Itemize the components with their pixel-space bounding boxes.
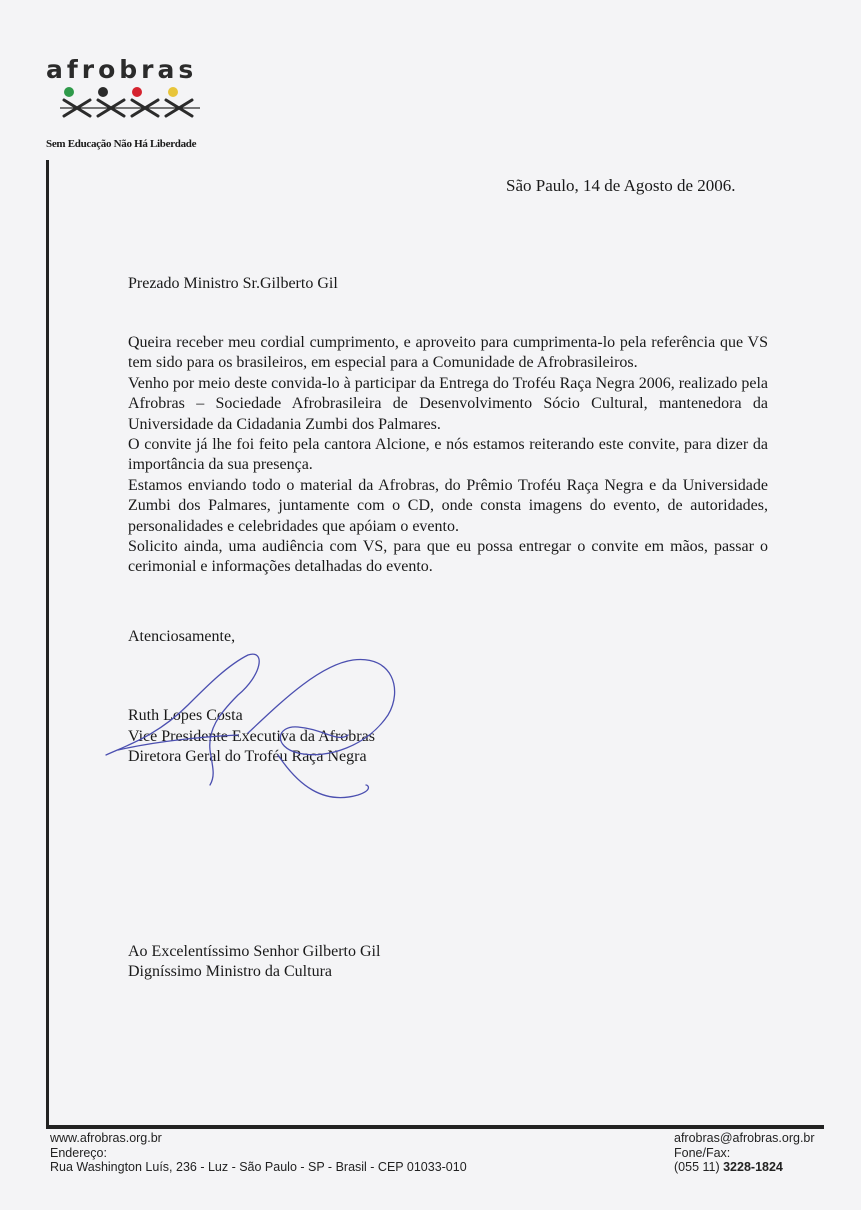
footer-email[interactable]: afrobras@afrobras.org.br — [674, 1131, 815, 1145]
footer-rule — [46, 1125, 824, 1129]
body-paragraph: Solicito ainda, uma audiência com VS, para que eu possa entregar o convite em mãos, passar o cerimonial e informações detalhadas do evento. — [128, 538, 768, 576]
signatory-title: Diretora Geral do Troféu Raça Negra — [128, 748, 367, 765]
left-margin-rule — [46, 160, 49, 1128]
afrobras-logo — [46, 56, 206, 84]
body-paragraph: Queira receber meu cordial cumprimento, e aproveito para cumprimenta-lo pela referência que VS tem sido para os brasileiros, em especial para a Comunidade de Afrobrasileiros. — [128, 334, 768, 372]
body-paragraph: Venho por meio deste convida-lo à participar da Entrega do Troféu Raça Negra 2006, realizado pela Afrobras – Sociedade Afrobrasileira de Desenvolvimento Sócio Cultural, mantenedora da Universidade da Cidadania Zumbi dos Palmares. — [128, 374, 768, 433]
footer-phone — [674, 1160, 834, 1175]
letterhead-tagline: Sem Educação Não Há Liberdade — [46, 138, 197, 150]
salutation: Prezado Ministro Sr.Gilberto Gil — [128, 275, 338, 292]
letter-date: São Paulo, 14 de Agosto de 2006. — [506, 176, 736, 195]
handwritten-signature — [98, 645, 418, 805]
footer-website[interactable]: www.afrobras.org.br — [50, 1131, 162, 1145]
phone-number: 3228-1824 — [723, 1160, 783, 1174]
footer-address-label: Endereço: — [50, 1145, 107, 1160]
footer-address: Rua Washington Luís, 236 - Luz - São Paulo - SP - Brasil - CEP 01033-010 — [50, 1160, 467, 1174]
footer-contact-right — [674, 1131, 834, 1175]
logo-cross-pattern — [60, 96, 234, 120]
body-paragraph: Estamos enviando todo o material da Afrobras, do Prêmio Troféu Raça Negra e da Universidade Zumbi dos Palmares, juntamente com o CD, onde consta imagens do evento, de autoridades, personalidades e celebridades que apóiam o evento. — [128, 476, 768, 535]
signatory-name: Ruth Lopes Costa — [128, 707, 243, 724]
body-paragraph: O convite já lhe foi feito pela cantora Alcione, e nós estamos reiterando este convite, para dizer da importância da sua presença. — [128, 436, 768, 474]
footer-contact-left — [50, 1131, 570, 1175]
closing: Atenciosamente, — [128, 628, 236, 645]
recipient-line: Ao Excelentíssimo Senhor Gilberto Gil — [128, 943, 381, 960]
letter-body — [128, 333, 768, 578]
recipient-line: Digníssimo Ministro da Cultura — [128, 963, 332, 980]
signatory-title: Vice Presidente Executiva da Afrobras — [128, 727, 375, 745]
recipient-block — [128, 942, 528, 982]
footer-phone-label: Fone/Fax: — [674, 1145, 731, 1160]
logo-wordmark: afrobras — [46, 55, 198, 84]
phone-prefix: (055 11) — [674, 1160, 724, 1174]
